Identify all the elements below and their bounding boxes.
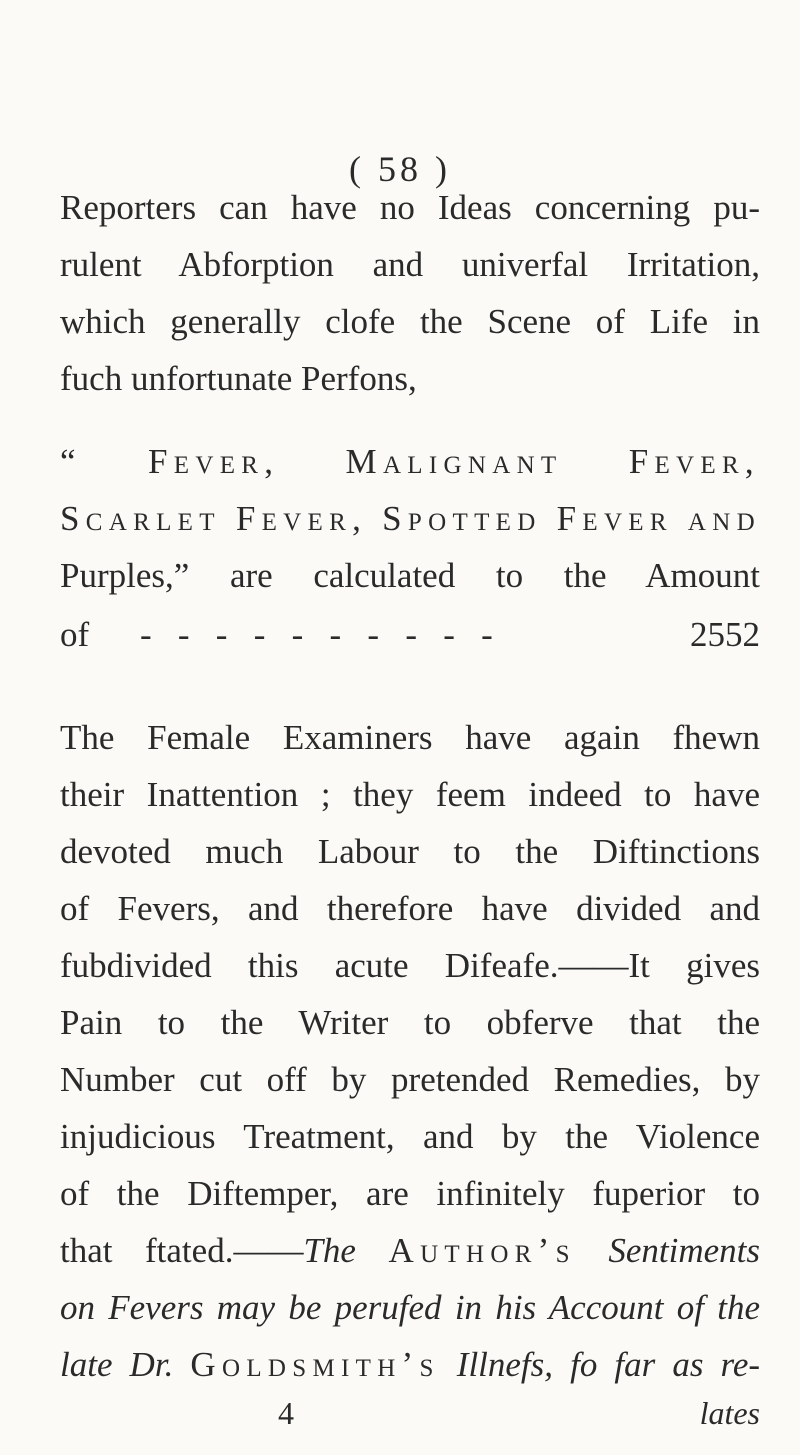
text-line: Number cut off by pretended Remedies, by bbox=[60, 1060, 760, 1099]
amount-line bbox=[60, 615, 760, 655]
fever-heading-line: Scarlet Fever, Spotted Fever and bbox=[60, 499, 761, 538]
text-segment: Illnefs, fo far as re- bbox=[456, 1345, 761, 1384]
text-line: which generally clofe the Scene of Life in bbox=[60, 302, 760, 341]
leader-dashes: - - - - - - - - - - bbox=[140, 615, 502, 654]
text-segment: late Dr. bbox=[60, 1345, 174, 1384]
text-line: Purples,” are calculated to the Amount bbox=[60, 556, 760, 595]
text-segment: Goldsmith’s bbox=[190, 1345, 440, 1384]
text-line: devoted much Labour to the Diftinctions bbox=[60, 832, 760, 871]
catchword: lates bbox=[699, 1395, 760, 1431]
page-number: ( 58 ) bbox=[349, 149, 451, 189]
text-line: rulent Abforption and univerfal Irritation, bbox=[60, 245, 760, 284]
text-line: fubdivided this acute Difeafe.——It gives bbox=[60, 946, 760, 985]
text-line bbox=[60, 1231, 760, 1271]
text-segment: Author’s bbox=[388, 1231, 576, 1270]
amount-value: 2552 bbox=[690, 615, 760, 654]
text-of: of bbox=[60, 615, 90, 654]
text-line: of the Diftemper, are infinitely fuperior to bbox=[60, 1174, 760, 1213]
text-segment: that ftated.—— bbox=[60, 1231, 304, 1270]
text-line: fuch unfortunate Perfons, bbox=[60, 359, 417, 398]
text-line: Reporters can have no Ideas concerning pu- bbox=[60, 188, 760, 227]
text-line: their Inattention ; they feem indeed to have bbox=[60, 775, 760, 814]
signature-mark: 4 bbox=[278, 1395, 294, 1431]
text-segment: The bbox=[303, 1231, 356, 1270]
text-line: Pain to the Writer to obferve that the bbox=[60, 1003, 760, 1042]
text-line: The Female Examiners have again fhewn bbox=[60, 718, 760, 757]
text-line: on Fevers may be perufed in his Account of the bbox=[60, 1288, 760, 1327]
text-line bbox=[60, 1345, 760, 1385]
text-segment: Sentiments bbox=[608, 1231, 761, 1270]
footer-row bbox=[60, 1395, 760, 1435]
text-line: injudicious Treatment, and by the Violence bbox=[60, 1117, 760, 1156]
text-line: of Fevers, and therefore have divided and bbox=[60, 889, 760, 928]
fever-heading-line: “ Fever, Malignant Fever, bbox=[60, 442, 760, 481]
